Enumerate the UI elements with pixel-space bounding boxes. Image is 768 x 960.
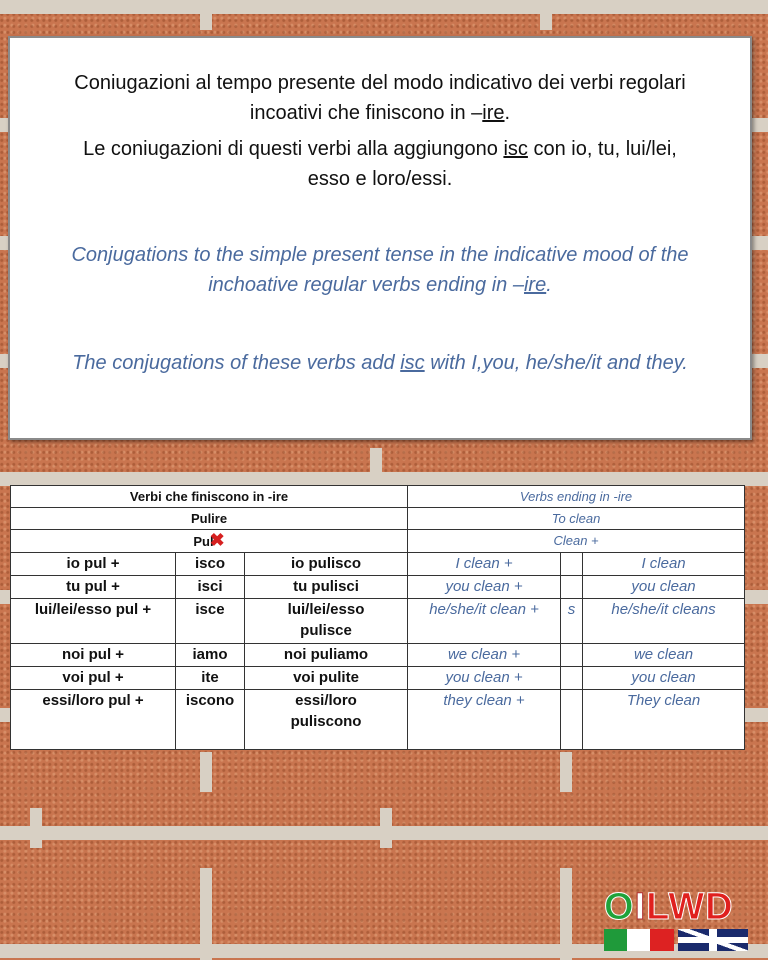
italian-ending-cell: isco xyxy=(176,553,245,576)
english-ending-cell xyxy=(561,644,583,667)
table-row xyxy=(11,576,745,599)
english-conjugation-cell: we clean xyxy=(583,644,745,667)
table-row xyxy=(11,690,745,750)
italian-description: Le coniugazioni di questi verbi alla aggiungono isc con io, tu, lui/lei, esso e loro/essi. xyxy=(83,138,677,190)
table-row xyxy=(11,553,745,576)
italian-title: Coniugazioni al tempo presente del modo indicativo dei verbi regolari incoativi che finiscono in –ire. xyxy=(74,72,686,124)
english-ending-cell xyxy=(561,576,583,599)
mortar xyxy=(370,448,382,483)
uk-flag-icon xyxy=(678,929,748,951)
italian-conjugation-cell: voi pulite xyxy=(245,667,408,690)
english-conjugation-cell: he/she/it cleans xyxy=(583,599,745,644)
english-description: The conjugations of these verbs add isc with I,you, he/she/it and they. xyxy=(72,352,688,374)
english-ending-cell: s xyxy=(561,599,583,644)
italian-stem-cell: essi/loro pul + xyxy=(11,690,176,750)
english-stem-cell: they clean + xyxy=(408,690,561,750)
italian-conjugation-cell: noi puliamo xyxy=(245,644,408,667)
english-ending-cell xyxy=(561,690,583,750)
intro-panel xyxy=(8,36,752,440)
english-ending-cell xyxy=(561,667,583,690)
italian-conjugation-cell: lui/lei/esso pulisce xyxy=(245,599,408,644)
english-header: Verbs ending in -ire xyxy=(408,486,745,508)
english-verb: To clean xyxy=(408,508,745,530)
english-ending-cell xyxy=(561,553,583,576)
italian-ending-cell: iamo xyxy=(176,644,245,667)
english-stem-cell: we clean + xyxy=(408,644,561,667)
italian-conjugation-cell: essi/loro puliscono xyxy=(245,690,408,750)
conjugation-table xyxy=(10,485,745,750)
mortar xyxy=(200,0,212,30)
mortar xyxy=(560,868,572,960)
english-title: Conjugations to the simple present tense in the indicative mood of the inchoative regular verbs ending in –ire. xyxy=(71,244,689,296)
table-row xyxy=(11,644,745,667)
english-stem: Clean + xyxy=(408,530,745,553)
english-stem-cell: he/she/it clean + xyxy=(408,599,561,644)
italian-verb: Pulire xyxy=(11,508,408,530)
italian-stem-cell: lui/lei/esso pul + xyxy=(11,599,176,644)
italian-stem-cell: noi pul + xyxy=(11,644,176,667)
mortar xyxy=(560,752,572,792)
english-stem-cell: you clean + xyxy=(408,576,561,599)
english-conjugation-cell: They clean xyxy=(583,690,745,750)
italian-header: Verbi che finiscono in -ire xyxy=(11,486,408,508)
italian-conjugation-cell: tu pulisci xyxy=(245,576,408,599)
red-x-icon: ✖ xyxy=(209,530,225,550)
english-conjugation-cell: you clean xyxy=(583,576,745,599)
italian-ending-cell: isci xyxy=(176,576,245,599)
mortar xyxy=(380,808,392,848)
italy-flag-icon xyxy=(604,929,674,951)
italian-conjugation-cell: io pulisco xyxy=(245,553,408,576)
english-conjugation-cell: I clean xyxy=(583,553,745,576)
table-row xyxy=(11,667,745,690)
english-conjugation-cell: you clean xyxy=(583,667,745,690)
italian-stem: Pul✖ xyxy=(11,530,408,553)
english-stem-cell: you clean + xyxy=(408,667,561,690)
mortar xyxy=(200,868,212,960)
mortar xyxy=(200,752,212,792)
italian-ending-cell: iscono xyxy=(176,690,245,750)
mortar xyxy=(30,808,42,848)
italian-ending-cell: isce xyxy=(176,599,245,644)
table-row xyxy=(11,599,745,644)
mortar xyxy=(540,0,552,30)
italian-stem-cell: io pul + xyxy=(11,553,176,576)
italian-stem-cell: voi pul + xyxy=(11,667,176,690)
oilwd-logo: OILWD xyxy=(604,886,754,952)
italian-stem-cell: tu pul + xyxy=(11,576,176,599)
italian-ending-cell: ite xyxy=(176,667,245,690)
english-stem-cell: I clean + xyxy=(408,553,561,576)
